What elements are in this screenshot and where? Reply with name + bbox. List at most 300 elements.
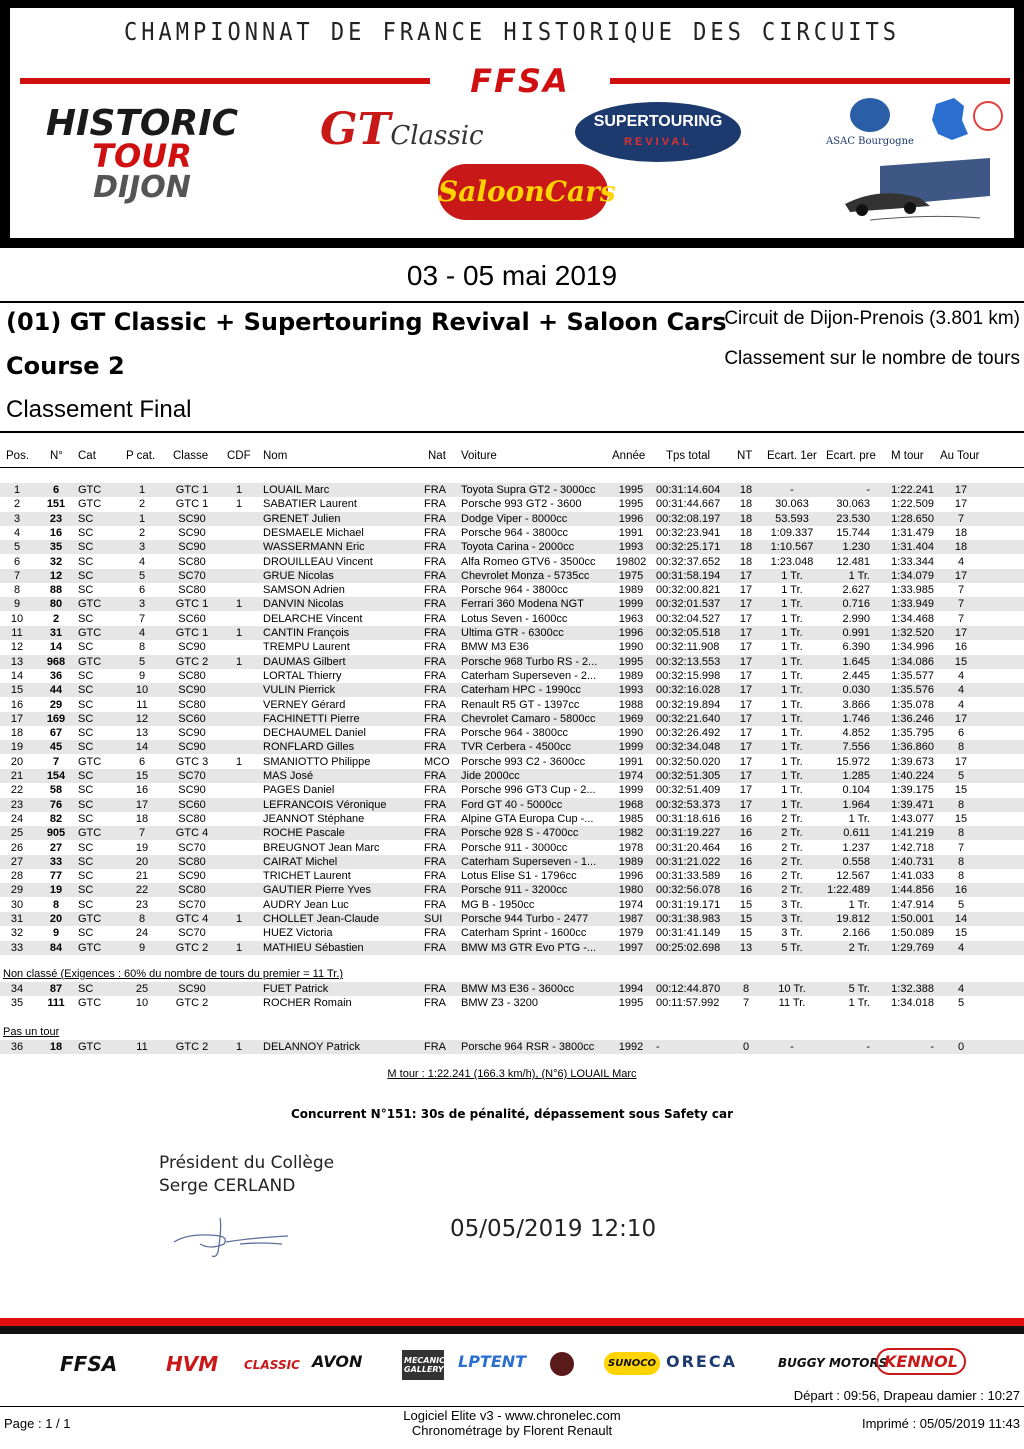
cell-pcat: 18 — [135, 812, 149, 825]
cell-pcat: 20 — [135, 855, 149, 868]
cell-tps: 00:31:19.227 — [656, 827, 721, 840]
cell-num: 87 — [49, 983, 63, 995]
cell-ecart1: 3 Tr. — [781, 913, 803, 925]
cell-ecartp: 12.567 — [836, 870, 870, 883]
cell-voiture: Porsche 996 GT3 Cup - 2... — [461, 784, 596, 797]
cell-ecartp: 1.964 — [842, 798, 870, 811]
cell-ecart1: 1:23.048 — [770, 555, 814, 568]
cell-tps: 00:31:18.616 — [656, 812, 721, 825]
cell-cat: SC — [78, 784, 94, 797]
cell-nat: SUI — [424, 913, 443, 925]
supertouring-logo-text: SUPERTOURING — [593, 113, 723, 130]
saloon-logo-text: SaloonCars — [438, 175, 616, 208]
cell-nt: 17 — [739, 741, 753, 754]
page-number: Page : 1 / 1 — [4, 1416, 71, 1431]
table-row — [0, 841, 1024, 855]
cell-mtour: 1:34.086 — [891, 655, 934, 668]
cell-nt: 16 — [739, 855, 753, 868]
cell-nom: GRUE Nicolas — [263, 569, 334, 582]
cell-nat: FRA — [424, 898, 446, 911]
cell-voiture: BMW M3 E36 — [461, 641, 529, 654]
cell-ecartp: 1:22.489 — [827, 884, 870, 897]
cell-cdf: 1 — [235, 755, 243, 768]
header-banner-inner — [10, 8, 1014, 238]
cell-pos: 17 — [10, 712, 24, 725]
cell-autour: 6 — [957, 727, 965, 740]
cell-num: 111 — [47, 997, 65, 1010]
gt-classic-logo — [320, 104, 510, 164]
cell-tps: 00:32:05.518 — [656, 627, 721, 639]
cell-cat: SC — [78, 541, 94, 554]
cell-annee: 1999 — [618, 598, 644, 611]
cell-nom: DROUILLEAU Vincent — [263, 555, 373, 568]
table-row — [0, 569, 1024, 583]
cell-ecart1: 1 Tr. — [781, 784, 803, 797]
cell-tps: 00:12:44.870 — [656, 983, 721, 995]
cell-annee: 1975 — [618, 569, 644, 582]
cell-voiture: Porsche 964 - 3800cc — [461, 727, 569, 740]
cell-annee: 1992 — [618, 1041, 644, 1053]
historic-logo-line2: TOUR — [92, 137, 192, 175]
cell-cat: GTC — [78, 1041, 102, 1053]
cell-mtour: 1:35.576 — [891, 684, 934, 697]
cell-cat: SC — [78, 712, 94, 725]
supertouring-logo-sub: REVIVAL — [624, 136, 692, 148]
cell-mtour: 1:36.860 — [891, 741, 934, 754]
cell-autour: 8 — [957, 827, 965, 840]
cell-nat: FRA — [424, 641, 446, 654]
cell-num: 154 — [46, 770, 66, 782]
cell-mtour: 1:40.731 — [891, 855, 934, 868]
cell-tps: 00:32:56.078 — [656, 884, 721, 897]
cell-classe: SC70 — [178, 770, 206, 782]
cell-nt: 15 — [739, 927, 753, 940]
cell-nom: CANTIN François — [263, 627, 350, 639]
cell-pcat: 22 — [135, 884, 149, 897]
header-banner — [0, 0, 1024, 248]
table-row — [0, 669, 1024, 683]
cell-nom: ROCHE Pascale — [263, 827, 345, 840]
cell-annee: 1988 — [618, 698, 644, 711]
cell-pcat: 9 — [138, 941, 146, 954]
cell-nat: FRA — [424, 512, 446, 525]
cell-mtour: 1:31.479 — [891, 526, 934, 539]
cell-autour: 0 — [957, 1041, 965, 1053]
cell-nat: FRA — [424, 612, 446, 625]
cell-autour: 5 — [957, 898, 965, 911]
cell-annee: 1982 — [618, 827, 644, 840]
cell-pos: 9 — [13, 598, 21, 611]
cell-pos: 6 — [13, 555, 21, 568]
cell-ecart1: 3 Tr. — [781, 898, 803, 911]
cell-voiture: Lotus Seven - 1600cc — [461, 612, 568, 625]
cell-pcat: 13 — [135, 727, 149, 740]
cell-pcat: 21 — [135, 870, 149, 883]
cell-tps: 00:31:33.589 — [656, 870, 721, 883]
cell-classe: GTC 1 — [175, 498, 209, 511]
cell-cat: SC — [78, 855, 94, 868]
cell-ecartp: - — [866, 1041, 870, 1053]
footer-divider — [0, 1406, 1024, 1407]
cell-pos: 31 — [10, 913, 24, 925]
cell-num: 2 — [52, 612, 60, 625]
cell-pos: 36 — [10, 1041, 24, 1053]
cell-tps: 00:32:04.527 — [656, 612, 721, 625]
cell-ecart1: 2 Tr. — [781, 884, 803, 897]
cell-cat: GTC — [78, 655, 102, 668]
header-tps: Tps total — [666, 450, 711, 462]
table-row — [0, 612, 1024, 626]
cell-ecartp: 2 Tr. — [848, 941, 870, 954]
cell-annee: 1995 — [618, 655, 644, 668]
cell-num: 6 — [52, 484, 60, 496]
cell-num: 80 — [49, 598, 63, 611]
president-title: Président du Collège — [159, 1153, 335, 1173]
table-row — [0, 812, 1024, 826]
cell-autour: 5 — [957, 770, 965, 782]
table-row — [0, 755, 1024, 769]
table-row — [0, 898, 1024, 912]
cell-nat: FRA — [424, 541, 446, 554]
cell-nom: VULIN Pierrick — [263, 684, 336, 697]
header-voiture: Voiture — [461, 450, 497, 462]
cell-ecartp: 1 Tr. — [848, 898, 870, 911]
cell-voiture: Porsche 911 - 3200cc — [461, 884, 568, 897]
cell-classe: GTC 2 — [175, 941, 209, 954]
cell-ecartp: 0.030 — [842, 684, 870, 697]
print-timestamp: Imprimé : 05/05/2019 11:43 — [861, 1416, 1020, 1431]
cell-autour: 15 — [954, 655, 968, 668]
cell-mtour: 1:28.650 — [891, 512, 934, 525]
cell-mtour: 1:34.996 — [891, 641, 934, 654]
cell-nt: 16 — [739, 841, 753, 854]
cell-nat: FRA — [424, 498, 446, 511]
cell-cat: SC — [78, 812, 94, 825]
cell-voiture: Dodge Viper - 8000cc — [461, 512, 568, 525]
cell-autour: 17 — [954, 712, 968, 725]
dp-racing-car-logo — [840, 156, 1000, 226]
cell-autour: 15 — [954, 784, 968, 797]
cell-nt: 17 — [739, 712, 753, 725]
cell-classe: GTC 3 — [175, 755, 209, 768]
cell-nat: FRA — [424, 741, 446, 754]
cell-num: 16 — [49, 526, 63, 539]
cell-cat: SC — [78, 512, 94, 525]
cell-cat: SC — [78, 770, 94, 782]
cell-num: 12 — [49, 569, 63, 582]
cell-autour: 17 — [954, 755, 968, 768]
ffsa-logo-text: FFSA — [470, 62, 570, 100]
cell-annee: 1993 — [618, 684, 644, 697]
cell-ecart1: 1 Tr. — [781, 798, 803, 811]
cell-nt: 18 — [739, 498, 753, 511]
cell-nt: 18 — [739, 484, 753, 496]
cell-ecartp: 1 Tr. — [848, 997, 870, 1010]
cell-nom: DAUMAS Gilbert — [263, 655, 346, 668]
cell-pos: 2 — [13, 498, 21, 511]
header-annee: Année — [612, 450, 646, 462]
cell-num: 23 — [49, 512, 63, 525]
table-row — [0, 555, 1024, 569]
table-row — [0, 726, 1024, 740]
cell-autour: 16 — [954, 884, 968, 897]
table-row — [0, 640, 1024, 654]
cell-mtour: 1:35.577 — [891, 669, 934, 682]
header-autour: Au Tour — [940, 450, 980, 462]
ffsa-logo — [430, 62, 610, 98]
cell-pos: 16 — [10, 698, 24, 711]
cell-ecart1: 1 Tr. — [781, 698, 803, 711]
cell-num: 7 — [52, 755, 60, 768]
table-row — [0, 512, 1024, 526]
cell-mtour: 1:39.471 — [891, 798, 934, 811]
cell-pos: 30 — [10, 898, 24, 911]
sponsor-ffsa: FFSA — [60, 1352, 118, 1376]
cell-pos: 3 — [13, 512, 21, 525]
cell-nat: FRA — [424, 798, 446, 811]
cell-pos: 21 — [10, 770, 24, 782]
table-row — [0, 855, 1024, 869]
cell-mtour: 1:40.224 — [891, 770, 934, 782]
cell-autour: 7 — [957, 598, 965, 611]
race-dates: 03 - 05 mai 2019 — [406, 260, 618, 291]
cell-voiture: Porsche 964 - 3800cc — [461, 584, 569, 597]
cell-nt: 18 — [739, 541, 753, 554]
cell-ecart1: 30.063 — [775, 498, 809, 511]
cell-nt: 16 — [739, 812, 753, 825]
table-row — [0, 597, 1024, 611]
table-row — [0, 540, 1024, 554]
cell-pcat: 2 — [138, 498, 146, 511]
cell-nom: HUEZ Victoria — [263, 927, 333, 940]
cell-mtour: 1:22.241 — [891, 484, 934, 496]
cell-nom: ROCHER Romain — [263, 997, 352, 1010]
cell-classe: SC70 — [178, 898, 206, 911]
cell-pcat: 24 — [135, 927, 149, 940]
cell-autour: 8 — [957, 741, 965, 754]
cell-nom: DANVIN Nicolas — [263, 598, 344, 611]
cell-nom: LORTAL Thierry — [263, 669, 342, 682]
cell-pos: 27 — [10, 855, 24, 868]
cell-pos: 22 — [10, 784, 24, 797]
cell-classe: GTC 2 — [175, 1041, 209, 1053]
cell-annee: 1990 — [618, 641, 644, 654]
cell-pcat: 10 — [135, 997, 149, 1010]
cell-autour: 4 — [957, 941, 965, 954]
cell-pcat: 23 — [135, 898, 149, 911]
table-row — [0, 483, 1024, 497]
cell-cdf: 1 — [235, 498, 243, 511]
cell-voiture: Porsche 944 Turbo - 2477 — [461, 913, 589, 925]
cell-tps: 00:32:51.409 — [656, 784, 721, 797]
cell-classe: SC80 — [178, 884, 206, 897]
cell-pcat: 5 — [138, 655, 146, 668]
cell-pos: 33 — [10, 941, 24, 954]
cell-classe: SC90 — [178, 541, 206, 554]
sponsor-oreca: ORECA — [666, 1352, 737, 1371]
cell-nt: 17 — [739, 627, 753, 639]
cell-nt: 18 — [739, 526, 753, 539]
header-cat: Cat — [78, 450, 96, 462]
cell-mtour: - — [930, 1041, 934, 1053]
cell-nt: 17 — [739, 598, 753, 611]
cell-cdf: 1 — [235, 627, 243, 639]
cell-voiture: BMW M3 E36 - 3600cc — [461, 983, 575, 995]
cell-pcat: 11 — [136, 1041, 148, 1053]
cell-annee: 1989 — [618, 855, 644, 868]
cell-nat: FRA — [424, 927, 446, 940]
championship-title: CHAMPIONNAT DE FRANCE HISTORIQUE DES CIRCUITS — [123, 18, 901, 47]
cell-nat: FRA — [424, 1041, 446, 1053]
header-cdf: CDF — [227, 450, 251, 462]
cell-tps: 00:32:51.305 — [656, 770, 721, 782]
cell-pos: 5 — [13, 541, 21, 554]
cell-num: 169 — [46, 712, 66, 725]
event-title: (01) GT Classic + Supertouring Revival + Saloon Cars — [6, 308, 727, 336]
cell-nt: 17 — [739, 612, 753, 625]
cell-ecartp: 1.645 — [842, 655, 870, 668]
cell-cat: SC — [78, 884, 94, 897]
cell-classe: SC80 — [178, 855, 206, 868]
cell-nat: FRA — [424, 712, 446, 725]
cell-pcat: 4 — [138, 627, 146, 639]
cell-autour: 8 — [957, 870, 965, 883]
cell-ecart1: 2 Tr. — [781, 870, 803, 883]
cell-nom: LEFRANCOIS Véronique — [263, 798, 387, 811]
cell-classe: GTC 1 — [175, 598, 209, 611]
cell-pos: 34 — [10, 983, 24, 995]
cell-pos: 11 — [11, 627, 23, 639]
cell-pcat: 8 — [138, 641, 146, 654]
cell-num: 82 — [49, 812, 63, 825]
cell-ecart1: 1 Tr. — [781, 741, 803, 754]
cell-tps: 00:31:44.667 — [656, 498, 721, 511]
cell-cat: GTC — [78, 827, 102, 840]
cell-ecartp: 2.990 — [842, 612, 870, 625]
cell-autour: 8 — [957, 855, 965, 868]
cell-num: 35 — [49, 541, 63, 554]
sponsor-mecanic-gallery: MECANIC GALLERY — [402, 1350, 444, 1380]
cell-autour: 7 — [957, 612, 965, 625]
sponsor-logos — [0, 1344, 1024, 1384]
cell-tps: 00:32:13.553 — [656, 655, 721, 668]
cell-num: 77 — [49, 870, 63, 883]
cell-nat: FRA — [424, 997, 446, 1010]
cell-cat: GTC — [78, 755, 102, 768]
cell-voiture: Porsche 928 S - 4700cc — [461, 827, 579, 840]
cell-ecartp: 19.812 — [836, 913, 870, 925]
cell-pcat: 17 — [135, 798, 149, 811]
cell-cat: SC — [78, 983, 94, 995]
cell-mtour: 1:44.856 — [891, 884, 934, 897]
cell-autour: 4 — [957, 698, 965, 711]
cell-mtour: 1:39.673 — [891, 755, 934, 768]
cell-nat: FRA — [424, 669, 446, 682]
cell-nom: VERNEY Gérard — [263, 698, 346, 711]
cell-tps: 00:32:34.048 — [656, 741, 721, 754]
cell-pos: 10 — [10, 612, 24, 625]
header-pos: Pos. — [6, 450, 30, 462]
signature — [170, 1198, 306, 1270]
cell-voiture: Alfa Romeo GTV6 - 3500cc — [461, 555, 596, 568]
cell-cat: SC — [78, 727, 94, 740]
cell-num: 8 — [52, 898, 60, 911]
cell-ecart1: 1 Tr. — [781, 684, 803, 697]
cell-nom: LOUAIL Marc — [263, 484, 330, 496]
cell-mtour: 1:43.077 — [891, 812, 934, 825]
header-mtour: M tour — [891, 450, 924, 462]
cell-nat: FRA — [424, 884, 446, 897]
cell-autour: 15 — [954, 812, 968, 825]
cell-pcat: 5 — [138, 569, 146, 582]
cell-num: 27 — [49, 841, 63, 854]
president-name: Serge CERLAND — [159, 1176, 296, 1196]
cell-pcat: 19 — [135, 841, 149, 854]
cell-mtour: 1:36.246 — [891, 712, 934, 725]
cell-classe: SC90 — [178, 727, 206, 740]
cell-cat: SC — [78, 526, 94, 539]
cell-nt: 15 — [739, 913, 753, 925]
cell-num: 32 — [49, 555, 63, 568]
cell-num: 45 — [49, 741, 63, 754]
signature-date: 05/05/2019 12:10 — [450, 1216, 657, 1242]
cell-ecartp: 1.230 — [842, 541, 870, 554]
cell-nom: DELARCHE Vincent — [263, 612, 363, 625]
cell-ecart1: 2 Tr. — [781, 841, 803, 854]
cell-cat: SC — [78, 841, 94, 854]
cell-classe: SC70 — [178, 841, 206, 854]
cell-nt: 18 — [739, 512, 753, 525]
divider — [0, 431, 1024, 433]
classement-type: Classement sur le nombre de tours — [724, 348, 1020, 369]
cell-mtour: 1:29.769 — [891, 941, 934, 954]
cell-num: 36 — [49, 669, 63, 682]
cell-nom: TREMPU Laurent — [263, 641, 350, 654]
cell-annee: 1993 — [618, 541, 644, 554]
cell-nat: FRA — [424, 727, 446, 740]
cell-voiture: Jide 2000cc — [461, 770, 520, 782]
cell-ecart1: 1 Tr. — [781, 770, 803, 782]
cell-annee: 1989 — [618, 669, 644, 682]
cell-pcat: 8 — [138, 913, 146, 925]
cell-pos: 12 — [10, 641, 24, 654]
cell-classe: GTC 1 — [175, 627, 209, 639]
cell-tps: 00:32:00.821 — [656, 584, 721, 597]
cell-autour: 17 — [954, 627, 968, 639]
cell-voiture: TVR Cerbera - 4500cc — [461, 741, 572, 754]
cell-pos: 1 — [13, 484, 21, 496]
cell-pcat: 14 — [135, 741, 149, 754]
cell-classe: SC60 — [178, 612, 206, 625]
cell-ecart1: - — [790, 484, 794, 496]
table-row — [0, 996, 1024, 1010]
cell-cat: SC — [78, 927, 94, 940]
saloon-cars-logo — [438, 164, 616, 220]
cell-mtour: 1:34.079 — [891, 569, 934, 582]
cell-annee: 1968 — [618, 798, 644, 811]
cell-classe: SC90 — [178, 741, 206, 754]
cell-voiture: Porsche 993 C2 - 3600cc — [461, 755, 586, 768]
divider — [0, 301, 1024, 303]
cell-nt: 17 — [739, 655, 753, 668]
cell-nat: FRA — [424, 584, 446, 597]
cell-voiture: Porsche 993 GT2 - 3600 — [461, 498, 582, 511]
cell-ecartp: 4.852 — [842, 727, 870, 740]
sponsor-sunoco: SUNOCO — [604, 1352, 660, 1375]
cell-nom: RONFLARD Gilles — [263, 741, 355, 754]
cell-num: 9 — [52, 927, 60, 940]
cell-pcat: 3 — [138, 541, 146, 554]
